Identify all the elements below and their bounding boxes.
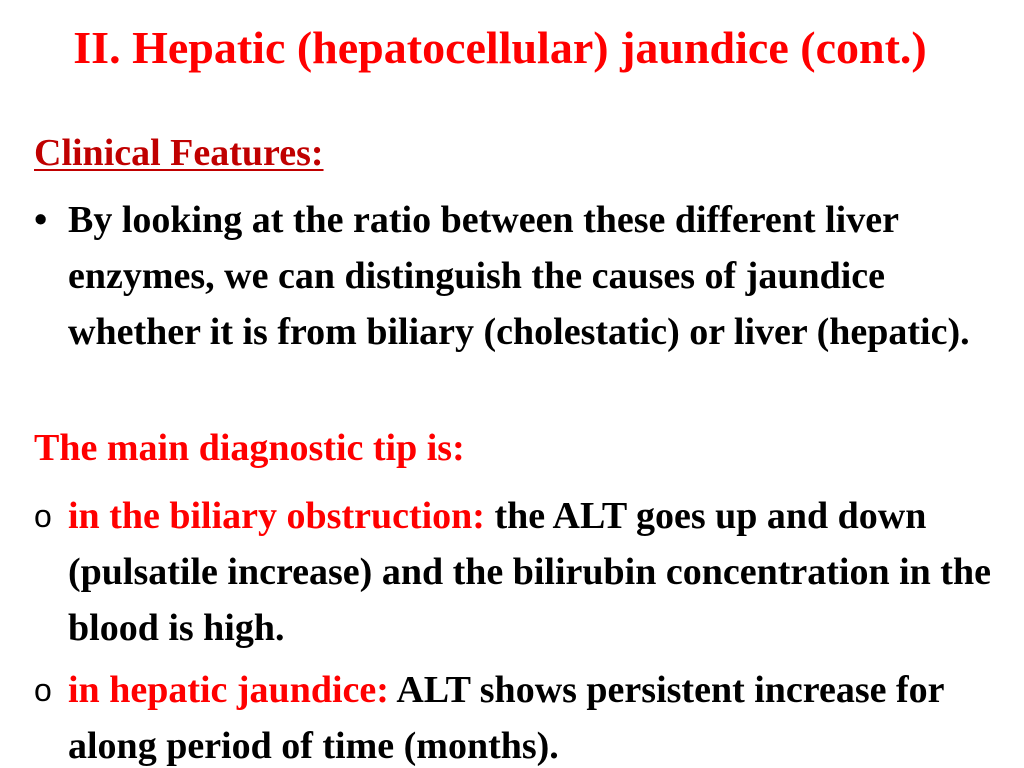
bullet-point <box>34 192 994 360</box>
slide-title: II. Hepatic (hepatocellular) jaundice (cont.) <box>73 22 927 73</box>
list-item-text <box>68 662 994 768</box>
list-item-text <box>68 488 994 656</box>
list-item-label: in the biliary obstruction: <box>68 495 485 537</box>
list-item-label: in hepatic jaundice: <box>68 669 389 711</box>
circle-bullet-icon: o <box>34 672 52 708</box>
bullet-marker-icon: • <box>34 199 48 241</box>
list-item-hepatic <box>34 662 994 768</box>
diagnostic-tip-heading: The main diagnostic tip is: <box>34 427 465 469</box>
list-item-body: the ALT goes up and down (pulsatile increase) and the bilirubin concentration in the blood is high. <box>68 495 991 649</box>
section-heading: Clinical Features: <box>34 132 324 174</box>
list-item-biliary <box>34 488 994 656</box>
circle-bullet-icon: o <box>34 498 52 534</box>
list-item-body: ALT shows persistent increase for along period of time (months). <box>68 669 944 767</box>
bullet-text: By looking at the ratio between these different liver enzymes, we can distinguish the causes of jaundice whether it is from biliary (cholestatic) or liver (hepatic). <box>68 199 970 353</box>
